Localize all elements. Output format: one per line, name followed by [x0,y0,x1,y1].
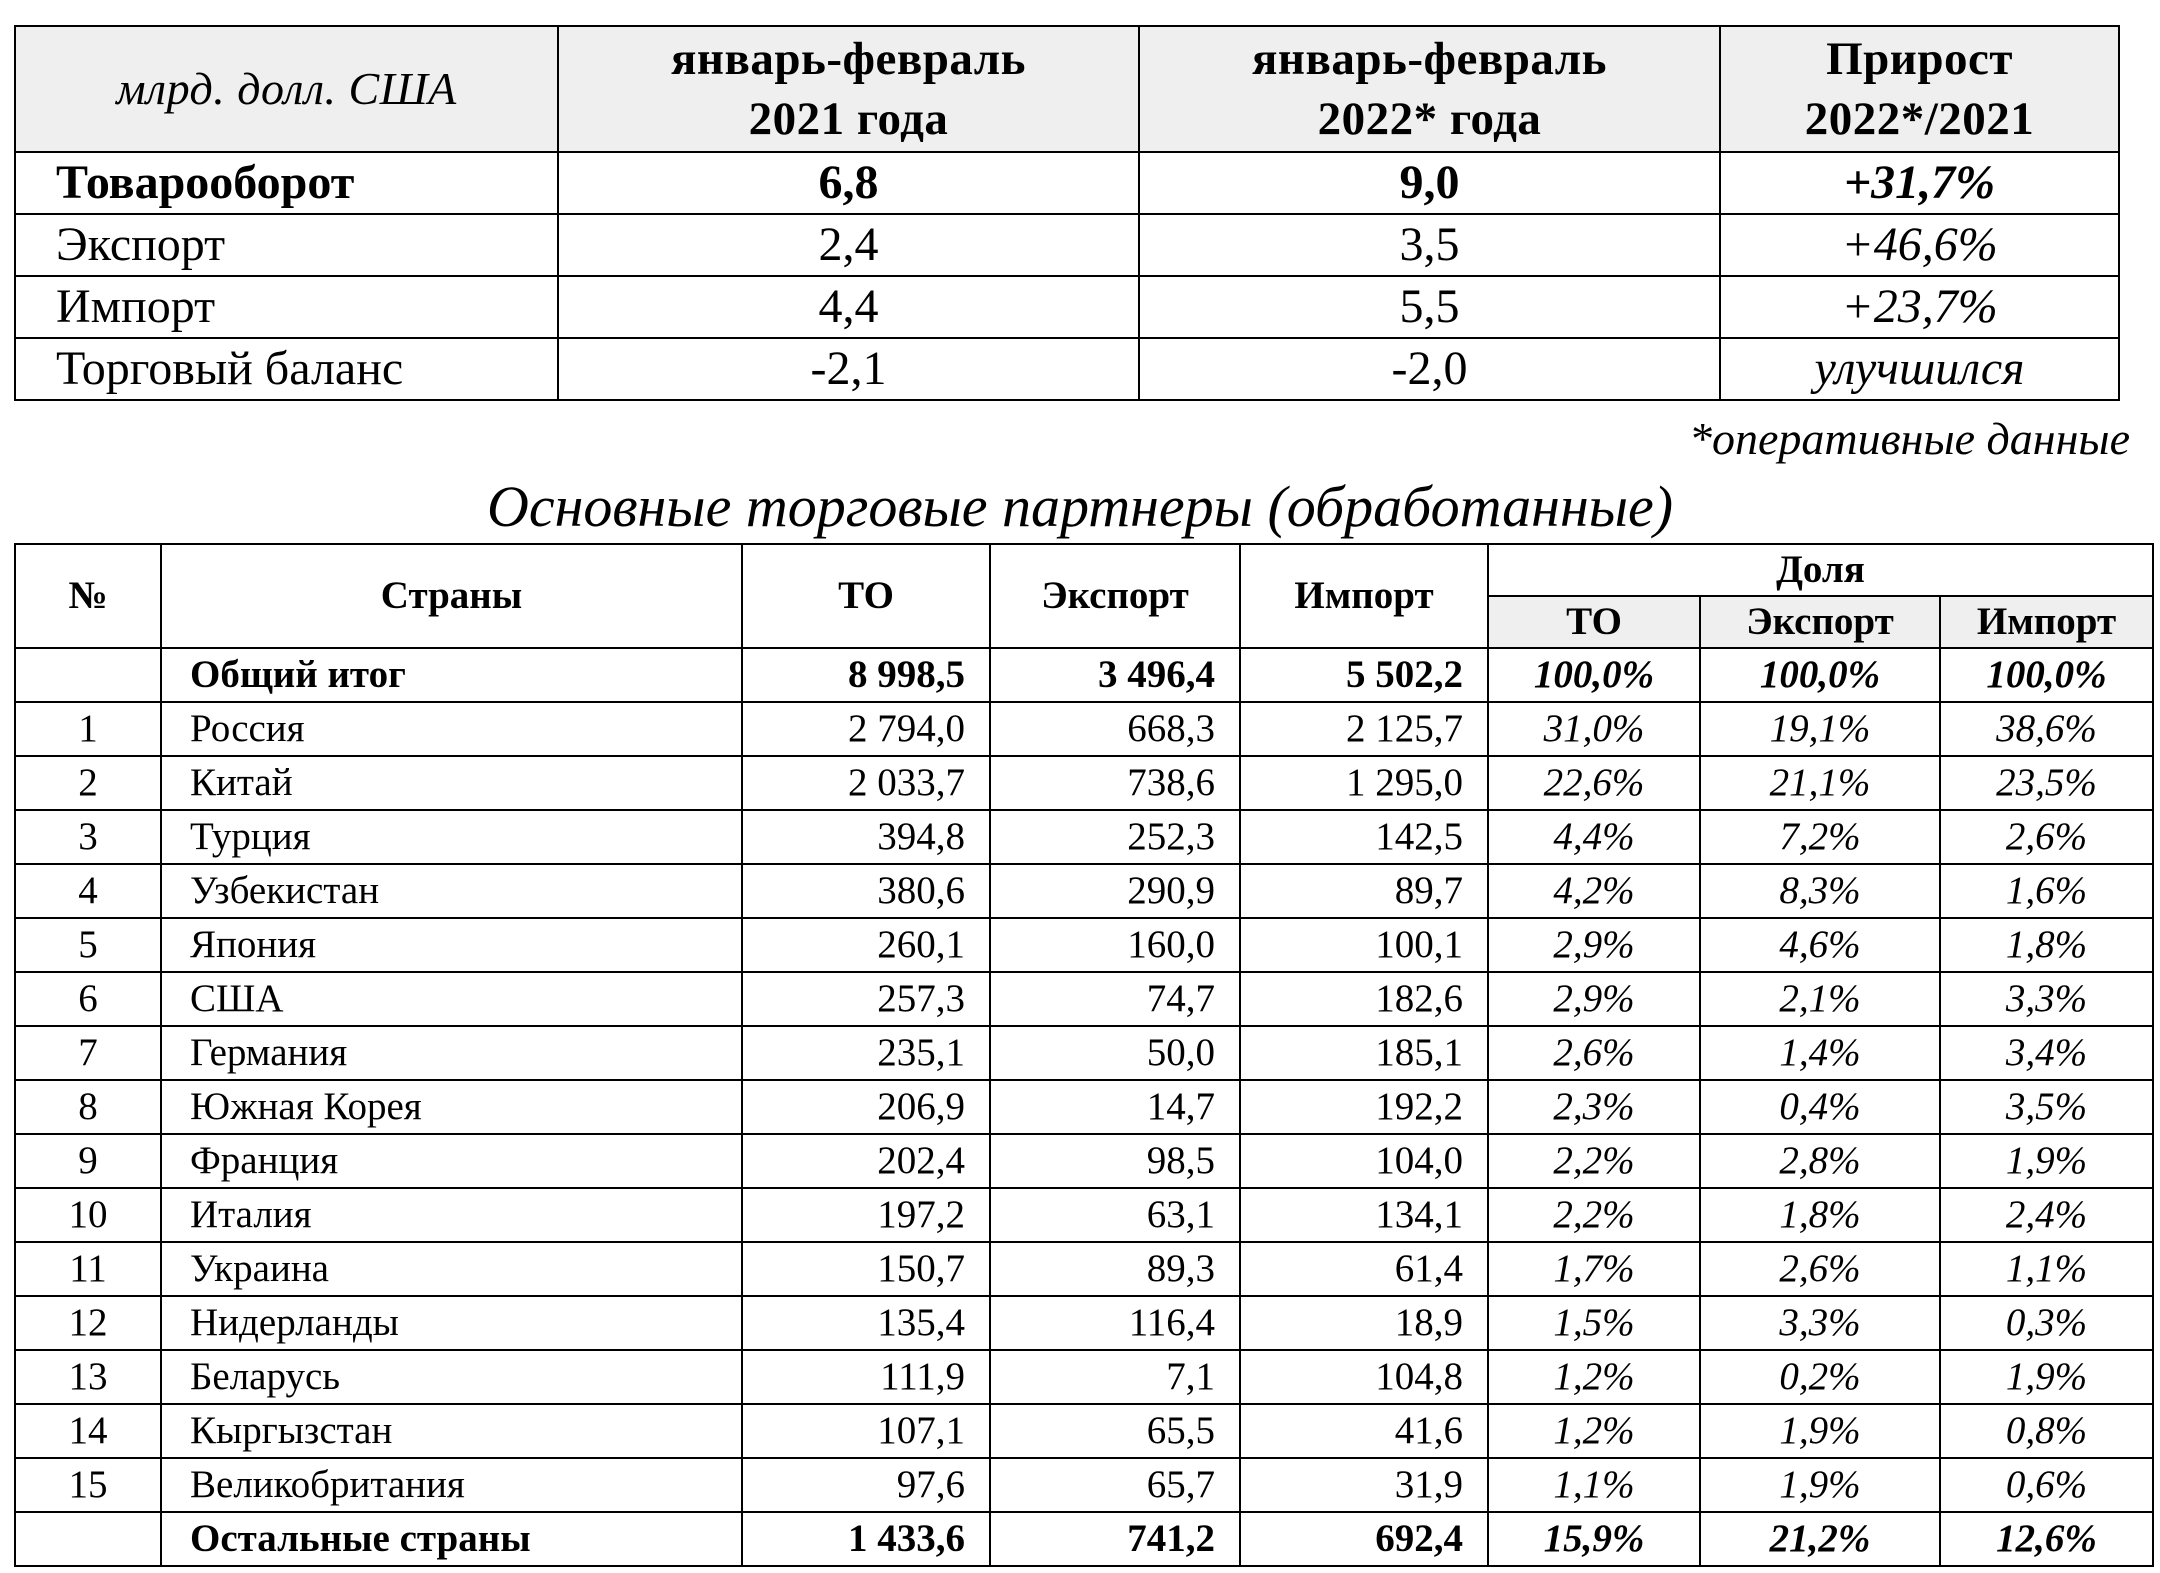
row-number: 13 [15,1350,161,1404]
share-export-value: 1,9% [1700,1458,1940,1512]
country-name: Россия [161,702,742,756]
summary-value-2021: 6,8 [558,152,1139,214]
country-name: Нидерланды [161,1296,742,1350]
export-value: 50,0 [990,1026,1240,1080]
share-export-value: 8,3% [1700,864,1940,918]
summary-value-2021: -2,1 [558,338,1139,400]
country-name: Франция [161,1134,742,1188]
header-export: Экспорт [990,544,1240,648]
header-import: Импорт [1240,544,1488,648]
summary-table [14,25,2120,401]
country-name: Общий итог [161,648,742,702]
partner-row [15,702,2153,756]
row-number: 1 [15,702,161,756]
country-name: Южная Корея [161,1080,742,1134]
export-value: 741,2 [990,1512,1240,1566]
turnover-value: 235,1 [742,1026,990,1080]
share-import-value: 1,9% [1940,1350,2153,1404]
share-to-value: 4,2% [1488,864,1700,918]
header-growth-line2: 2022*/2021 [1804,93,2035,145]
header-2022-line2: 2022* года [1317,93,1542,145]
header-share: Доля [1488,544,2153,596]
row-number: 2 [15,756,161,810]
turnover-value: 260,1 [742,918,990,972]
row-number: 15 [15,1458,161,1512]
partners-body [15,648,2153,1512]
summary-growth: улучшился [1720,338,2119,400]
summary-growth: +23,7% [1720,276,2119,338]
country-name: Великобритания [161,1458,742,1512]
export-value: 116,4 [990,1296,1240,1350]
turnover-value: 380,6 [742,864,990,918]
export-value: 252,3 [990,810,1240,864]
share-to-value: 15,9% [1488,1512,1700,1566]
partner-row [15,1458,2153,1512]
header-num: № [15,544,161,648]
share-to-value: 2,6% [1488,1026,1700,1080]
summary-row-import [15,276,2119,338]
export-value: 738,6 [990,756,1240,810]
share-export-value: 0,2% [1700,1350,1940,1404]
country-name: Италия [161,1188,742,1242]
partners-title: Основные торговые партнеры (обработанные) [486,474,1674,539]
share-export-value: 3,3% [1700,1296,1940,1350]
turnover-value: 257,3 [742,972,990,1026]
row-number: 6 [15,972,161,1026]
import-value: 104,0 [1240,1134,1488,1188]
summary-value-2021: 4,4 [558,276,1139,338]
share-export-value: 4,6% [1700,918,1940,972]
share-import-value: 2,4% [1940,1188,2153,1242]
export-value: 668,3 [990,702,1240,756]
share-import-value: 3,4% [1940,1026,2153,1080]
turnover-value: 107,1 [742,1404,990,1458]
summary-row-name: Торговый баланс [15,338,558,400]
share-to-value: 1,2% [1488,1350,1700,1404]
header-2022-line1: январь-февраль [1251,33,1608,85]
country-name: Кыргызстан [161,1404,742,1458]
country-name: США [161,972,742,1026]
share-to-value: 22,6% [1488,756,1700,810]
import-value: 5 502,2 [1240,648,1488,702]
footnote: *оперативные данные [1689,413,2130,464]
partner-row [15,756,2153,810]
share-export-value: 100,0% [1700,648,1940,702]
country-name: Украина [161,1242,742,1296]
import-value: 134,1 [1240,1188,1488,1242]
partner-row [15,864,2153,918]
country-name: Беларусь [161,1350,742,1404]
share-to-value: 2,9% [1488,918,1700,972]
share-import-value: 0,8% [1940,1404,2153,1458]
others-row [15,1512,2153,1566]
import-value: 192,2 [1240,1080,1488,1134]
share-import-value: 1,6% [1940,864,2153,918]
share-to-value: 1,5% [1488,1296,1700,1350]
share-to-value: 100,0% [1488,648,1700,702]
import-value: 31,9 [1240,1458,1488,1512]
turnover-value: 2 794,0 [742,702,990,756]
country-name: Япония [161,918,742,972]
partner-row [15,1242,2153,1296]
row-number: 3 [15,810,161,864]
export-value: 98,5 [990,1134,1240,1188]
share-to-value: 1,7% [1488,1242,1700,1296]
row-number: 5 [15,918,161,972]
turnover-value: 2 033,7 [742,756,990,810]
summary-value-2022: 5,5 [1139,276,1720,338]
share-export-value: 1,8% [1700,1188,1940,1242]
turnover-value: 202,4 [742,1134,990,1188]
partner-row [15,810,2153,864]
summary-row-name: Импорт [15,276,558,338]
import-value: 142,5 [1240,810,1488,864]
summary-row-name: Товарооборот [15,152,558,214]
share-export-value: 21,1% [1700,756,1940,810]
import-value: 104,8 [1240,1350,1488,1404]
share-export-value: 21,2% [1700,1512,1940,1566]
summary-value-2022: 3,5 [1139,214,1720,276]
partners-others [15,1512,2153,1566]
turnover-value: 97,6 [742,1458,990,1512]
header-growth [1720,26,2119,152]
unit-label: млрд. долл. США [15,26,558,152]
share-to-value: 2,2% [1488,1188,1700,1242]
summary-row-trade-balance [15,338,2119,400]
share-export-value: 0,4% [1700,1080,1940,1134]
export-value: 3 496,4 [990,648,1240,702]
share-export-value: 2,1% [1700,972,1940,1026]
row-number: 9 [15,1134,161,1188]
share-import-value: 1,9% [1940,1134,2153,1188]
row-number: 7 [15,1026,161,1080]
header-growth-line1: Прирост [1826,33,2013,85]
turnover-value: 150,7 [742,1242,990,1296]
share-import-value: 3,3% [1940,972,2153,1026]
share-import-value: 0,3% [1940,1296,2153,1350]
row-number: 10 [15,1188,161,1242]
export-value: 65,7 [990,1458,1240,1512]
header-share-export: Экспорт [1700,596,1940,648]
turnover-value: 1 433,6 [742,1512,990,1566]
summary-value-2022: -2,0 [1139,338,1720,400]
import-value: 185,1 [1240,1026,1488,1080]
share-to-value: 4,4% [1488,810,1700,864]
turnover-value: 111,9 [742,1350,990,1404]
share-to-value: 2,2% [1488,1134,1700,1188]
country-name: Китай [161,756,742,810]
turnover-value: 197,2 [742,1188,990,1242]
share-export-value: 7,2% [1700,810,1940,864]
import-value: 100,1 [1240,918,1488,972]
partner-row [15,1080,2153,1134]
summary-growth: +46,6% [1720,214,2119,276]
country-name: Остальные страны [161,1512,742,1566]
export-value: 74,7 [990,972,1240,1026]
import-value: 692,4 [1240,1512,1488,1566]
partner-row [15,1134,2153,1188]
row-number: 14 [15,1404,161,1458]
export-value: 290,9 [990,864,1240,918]
summary-value-2022: 9,0 [1139,152,1720,214]
export-value: 63,1 [990,1188,1240,1242]
export-value: 160,0 [990,918,1240,972]
partner-row [15,1404,2153,1458]
share-to-value: 31,0% [1488,702,1700,756]
export-value: 65,5 [990,1404,1240,1458]
share-to-value: 1,2% [1488,1404,1700,1458]
share-import-value: 23,5% [1940,756,2153,810]
share-to-value: 1,1% [1488,1458,1700,1512]
row-number [15,648,161,702]
header-share-import: Импорт [1940,596,2153,648]
share-import-value: 12,6% [1940,1512,2153,1566]
row-number: 8 [15,1080,161,1134]
header-jan-feb-2022 [1139,26,1720,152]
import-value: 18,9 [1240,1296,1488,1350]
row-number: 4 [15,864,161,918]
import-value: 1 295,0 [1240,756,1488,810]
share-import-value: 3,5% [1940,1080,2153,1134]
share-export-value: 1,9% [1700,1404,1940,1458]
import-value: 2 125,7 [1240,702,1488,756]
export-value: 14,7 [990,1080,1240,1134]
row-number [15,1512,161,1566]
partners-header-row [15,544,2153,596]
share-import-value: 100,0% [1940,648,2153,702]
row-number: 12 [15,1296,161,1350]
header-jan-feb-2021 [558,26,1139,152]
share-to-value: 2,9% [1488,972,1700,1026]
country-name: Германия [161,1026,742,1080]
summary-growth: +31,7% [1720,152,2119,214]
summary-value-2021: 2,4 [558,214,1139,276]
summary-row-export [15,214,2119,276]
partners-table [14,543,2154,1567]
share-export-value: 2,6% [1700,1242,1940,1296]
header-to: ТО [742,544,990,648]
country-name: Турция [161,810,742,864]
share-export-value: 1,4% [1700,1026,1940,1080]
share-to-value: 2,3% [1488,1080,1700,1134]
partner-row [15,1188,2153,1242]
partner-row [15,918,2153,972]
import-value: 61,4 [1240,1242,1488,1296]
share-import-value: 1,1% [1940,1242,2153,1296]
turnover-value: 206,9 [742,1080,990,1134]
share-import-value: 0,6% [1940,1458,2153,1512]
share-import-value: 2,6% [1940,810,2153,864]
summary-row-turnover [15,152,2119,214]
export-value: 89,3 [990,1242,1240,1296]
export-value: 7,1 [990,1350,1240,1404]
share-export-value: 2,8% [1700,1134,1940,1188]
summary-header-row [15,26,2119,152]
partner-row [15,1026,2153,1080]
turnover-value: 394,8 [742,810,990,864]
total-row [15,648,2153,702]
import-value: 89,7 [1240,864,1488,918]
share-import-value: 38,6% [1940,702,2153,756]
country-name: Узбекистан [161,864,742,918]
import-value: 41,6 [1240,1404,1488,1458]
header-2021-line1: январь-февраль [670,33,1027,85]
row-number: 11 [15,1242,161,1296]
share-import-value: 1,8% [1940,918,2153,972]
import-value: 182,6 [1240,972,1488,1026]
partner-row [15,1350,2153,1404]
summary-row-name: Экспорт [15,214,558,276]
share-export-value: 19,1% [1700,702,1940,756]
header-country: Страны [161,544,742,648]
turnover-value: 135,4 [742,1296,990,1350]
turnover-value: 8 998,5 [742,648,990,702]
partner-row [15,1296,2153,1350]
header-2021-line2: 2021 года [748,93,949,145]
partner-row [15,972,2153,1026]
header-share-to: ТО [1488,596,1700,648]
